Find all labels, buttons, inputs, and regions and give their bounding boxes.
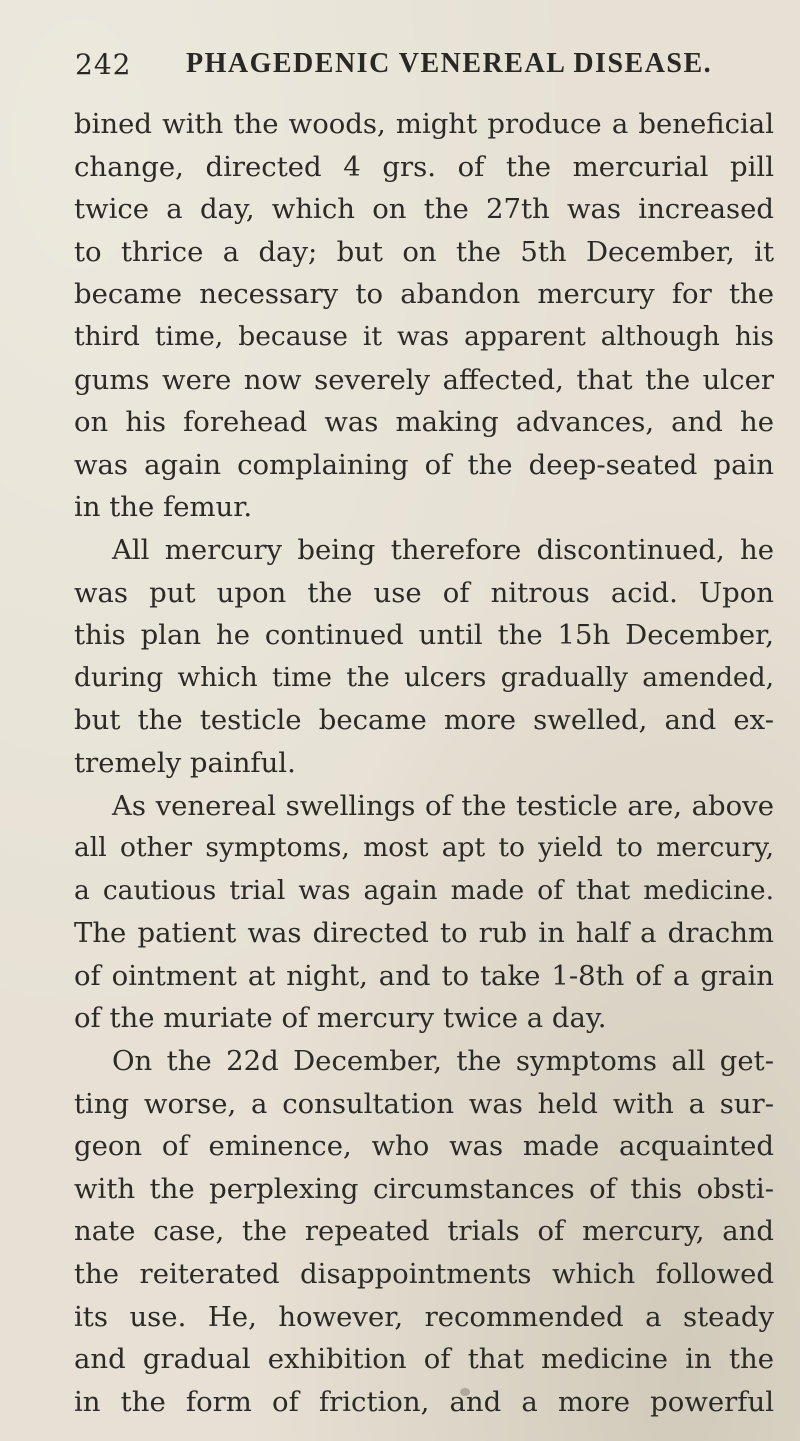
- text-line: change, directed 4 grs. of the mercurial pill: [74, 150, 774, 183]
- text-line: in the form of friction, and a more powerful: [74, 1385, 774, 1418]
- text-line: The patient was directed to rub in half a drachm: [74, 917, 774, 950]
- text-line: a cautious trial was again made of that medicine.: [74, 874, 774, 906]
- text-line: with the perplexing circumstances of this obsti-: [74, 1172, 774, 1205]
- text-line: twice a day, which on the 27th was increased: [74, 193, 774, 226]
- text-line: third time, because it was apparent although his: [74, 320, 774, 352]
- text-line: geon of eminence, who was made acquainted: [74, 1130, 774, 1163]
- text-line: of ointment at night, and to take 1-8th of a grain: [74, 959, 774, 992]
- running-head: [0, 18, 800, 81]
- text-line: gums were now severely affected, that the ulcer: [74, 363, 774, 396]
- body-text: [74, 103, 774, 1423]
- text-line: of the muriate of mercury twice a day.: [74, 1002, 607, 1035]
- text-line: On the 22d December, the symptoms all get-: [112, 1045, 774, 1078]
- text-line: all other symptoms, most apt to yield to mercury,: [74, 832, 774, 864]
- text-line: As venereal swellings of the testicle are, above: [112, 789, 774, 822]
- text-line: during which time the ulcers gradually amended,: [74, 661, 774, 693]
- text-line: bined with the woods, might produce a beneficial: [74, 108, 774, 140]
- text-line: was put upon the use of nitrous acid. Upon: [74, 576, 774, 609]
- page-number: 242: [75, 48, 132, 81]
- text-line: to thrice a day; but on the 5th December, it: [74, 235, 774, 268]
- text-line: and gradual exhibition of that medicine in the: [74, 1343, 774, 1376]
- running-title: PHAGEDENIC VENEREAL DISEASE.: [186, 48, 713, 79]
- text-line: became necessary to abandon mercury for the: [74, 278, 774, 311]
- text-line: nate case, the repeated trials of mercury, and: [74, 1215, 774, 1248]
- ink-smudge: [460, 1388, 470, 1396]
- text-line: in the femur.: [74, 491, 253, 524]
- text-line: tremely painful.: [74, 746, 296, 779]
- text-line: its use. He, however, recommended a steady: [74, 1300, 774, 1333]
- text-line: this plan he continued until the 15h December,: [74, 619, 774, 652]
- text-line: on his forehead was making advances, and he: [74, 406, 774, 439]
- text-line: was again complaining of the deep-seated pain: [74, 448, 774, 481]
- text-line: All mercury being therefore discontinued, he: [112, 533, 774, 566]
- text-line: but the testicle became more swelled, and ex-: [74, 704, 774, 737]
- text-line: the reiterated disappointments which followed: [74, 1258, 774, 1291]
- text-line: ting worse, a consultation was held with a sur-: [74, 1087, 774, 1120]
